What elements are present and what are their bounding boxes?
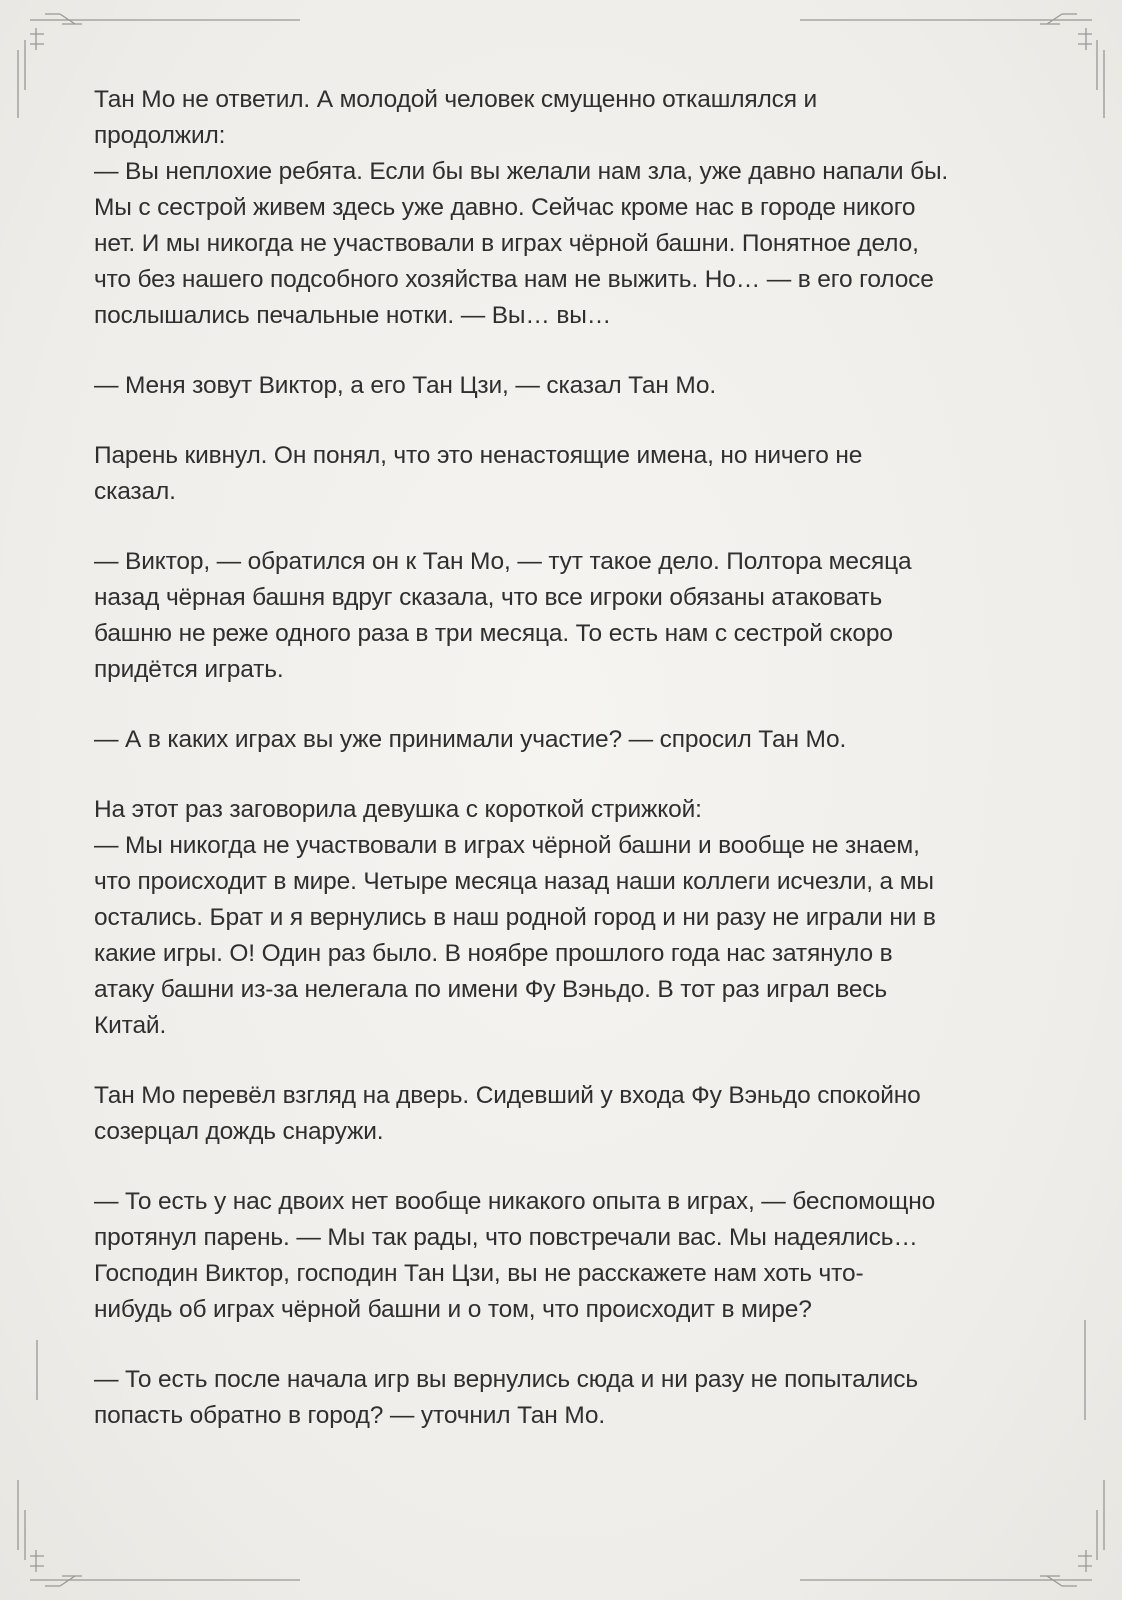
paragraph: Парень кивнул. Он понял, что это ненастоящие имена, но ничего не сказал. [94, 442, 863, 505]
story-text [94, 82, 1024, 1434]
paragraph: — Виктор, — обратился он к Тан Мо, — тут такое дело. Полтора месяца назад чёрная башня вдруг сказала, что все игроки обязаны атаковать башню не реже одного раза в три месяца. То есть нам с сестрой скоро придётся играть. [94, 548, 912, 683]
paragraph: На этот раз заговорила девушка с короткой стрижкой: — Мы никогда не участвовали в играх чёрной башни и вообще не знаем, что происходит в мире. Четыре месяца назад наши коллеги исчезли, а мы остались. Брат и я вернулись в наш родной город и ни разу не играли ни в какие игры. О! Один раз было. В ноябре прошлого года нас затянуло в атаку башни из-за нелегала по имени Фу Вэньдо. В тот раз играл весь Китай. [94, 796, 936, 1039]
paragraph: Тан Мо не ответил. А молодой человек смущенно откашлялся и продолжил: — Вы неплохие ребята. Если бы вы желали нам зла, уже давно напали бы. Мы с сестрой живем здесь уже давно. Сейчас кроме нас в городе никого нет. И мы никогда не участвовали в играх чёрной башни. Понятное дело, что без нашего подсобного хозяйства нам не выжить. Но… — в его голосе послышались печальные нотки. — Вы… вы… [94, 86, 949, 329]
paragraph: — То есть после начала игр вы вернулись сюда и ни разу не попытались попасть обратно в город? — уточнил Тан Мо. [94, 1366, 919, 1429]
paragraph: — А в каких играх вы уже принимали участие? — спросил Тан Мо. [94, 726, 847, 753]
paragraph: — Меня зовут Виктор, а его Тан Цзи, — сказал Тан Мо. [94, 372, 717, 399]
paragraph: Тан Мо перевёл взгляд на дверь. Сидевший у входа Фу Вэньдо спокойно созерцал дождь снаружи. [94, 1082, 921, 1145]
paragraph: — То есть у нас двоих нет вообще никакого опыта в играх, — беспомощно протянул парень. — Мы так рады, что повстречали вас. Мы надеялись… Господин Виктор, господин Тан Цзи, вы не расскажете нам хоть что- нибудь об играх чёрной башни и о том, что происходит в мире? [94, 1188, 936, 1323]
